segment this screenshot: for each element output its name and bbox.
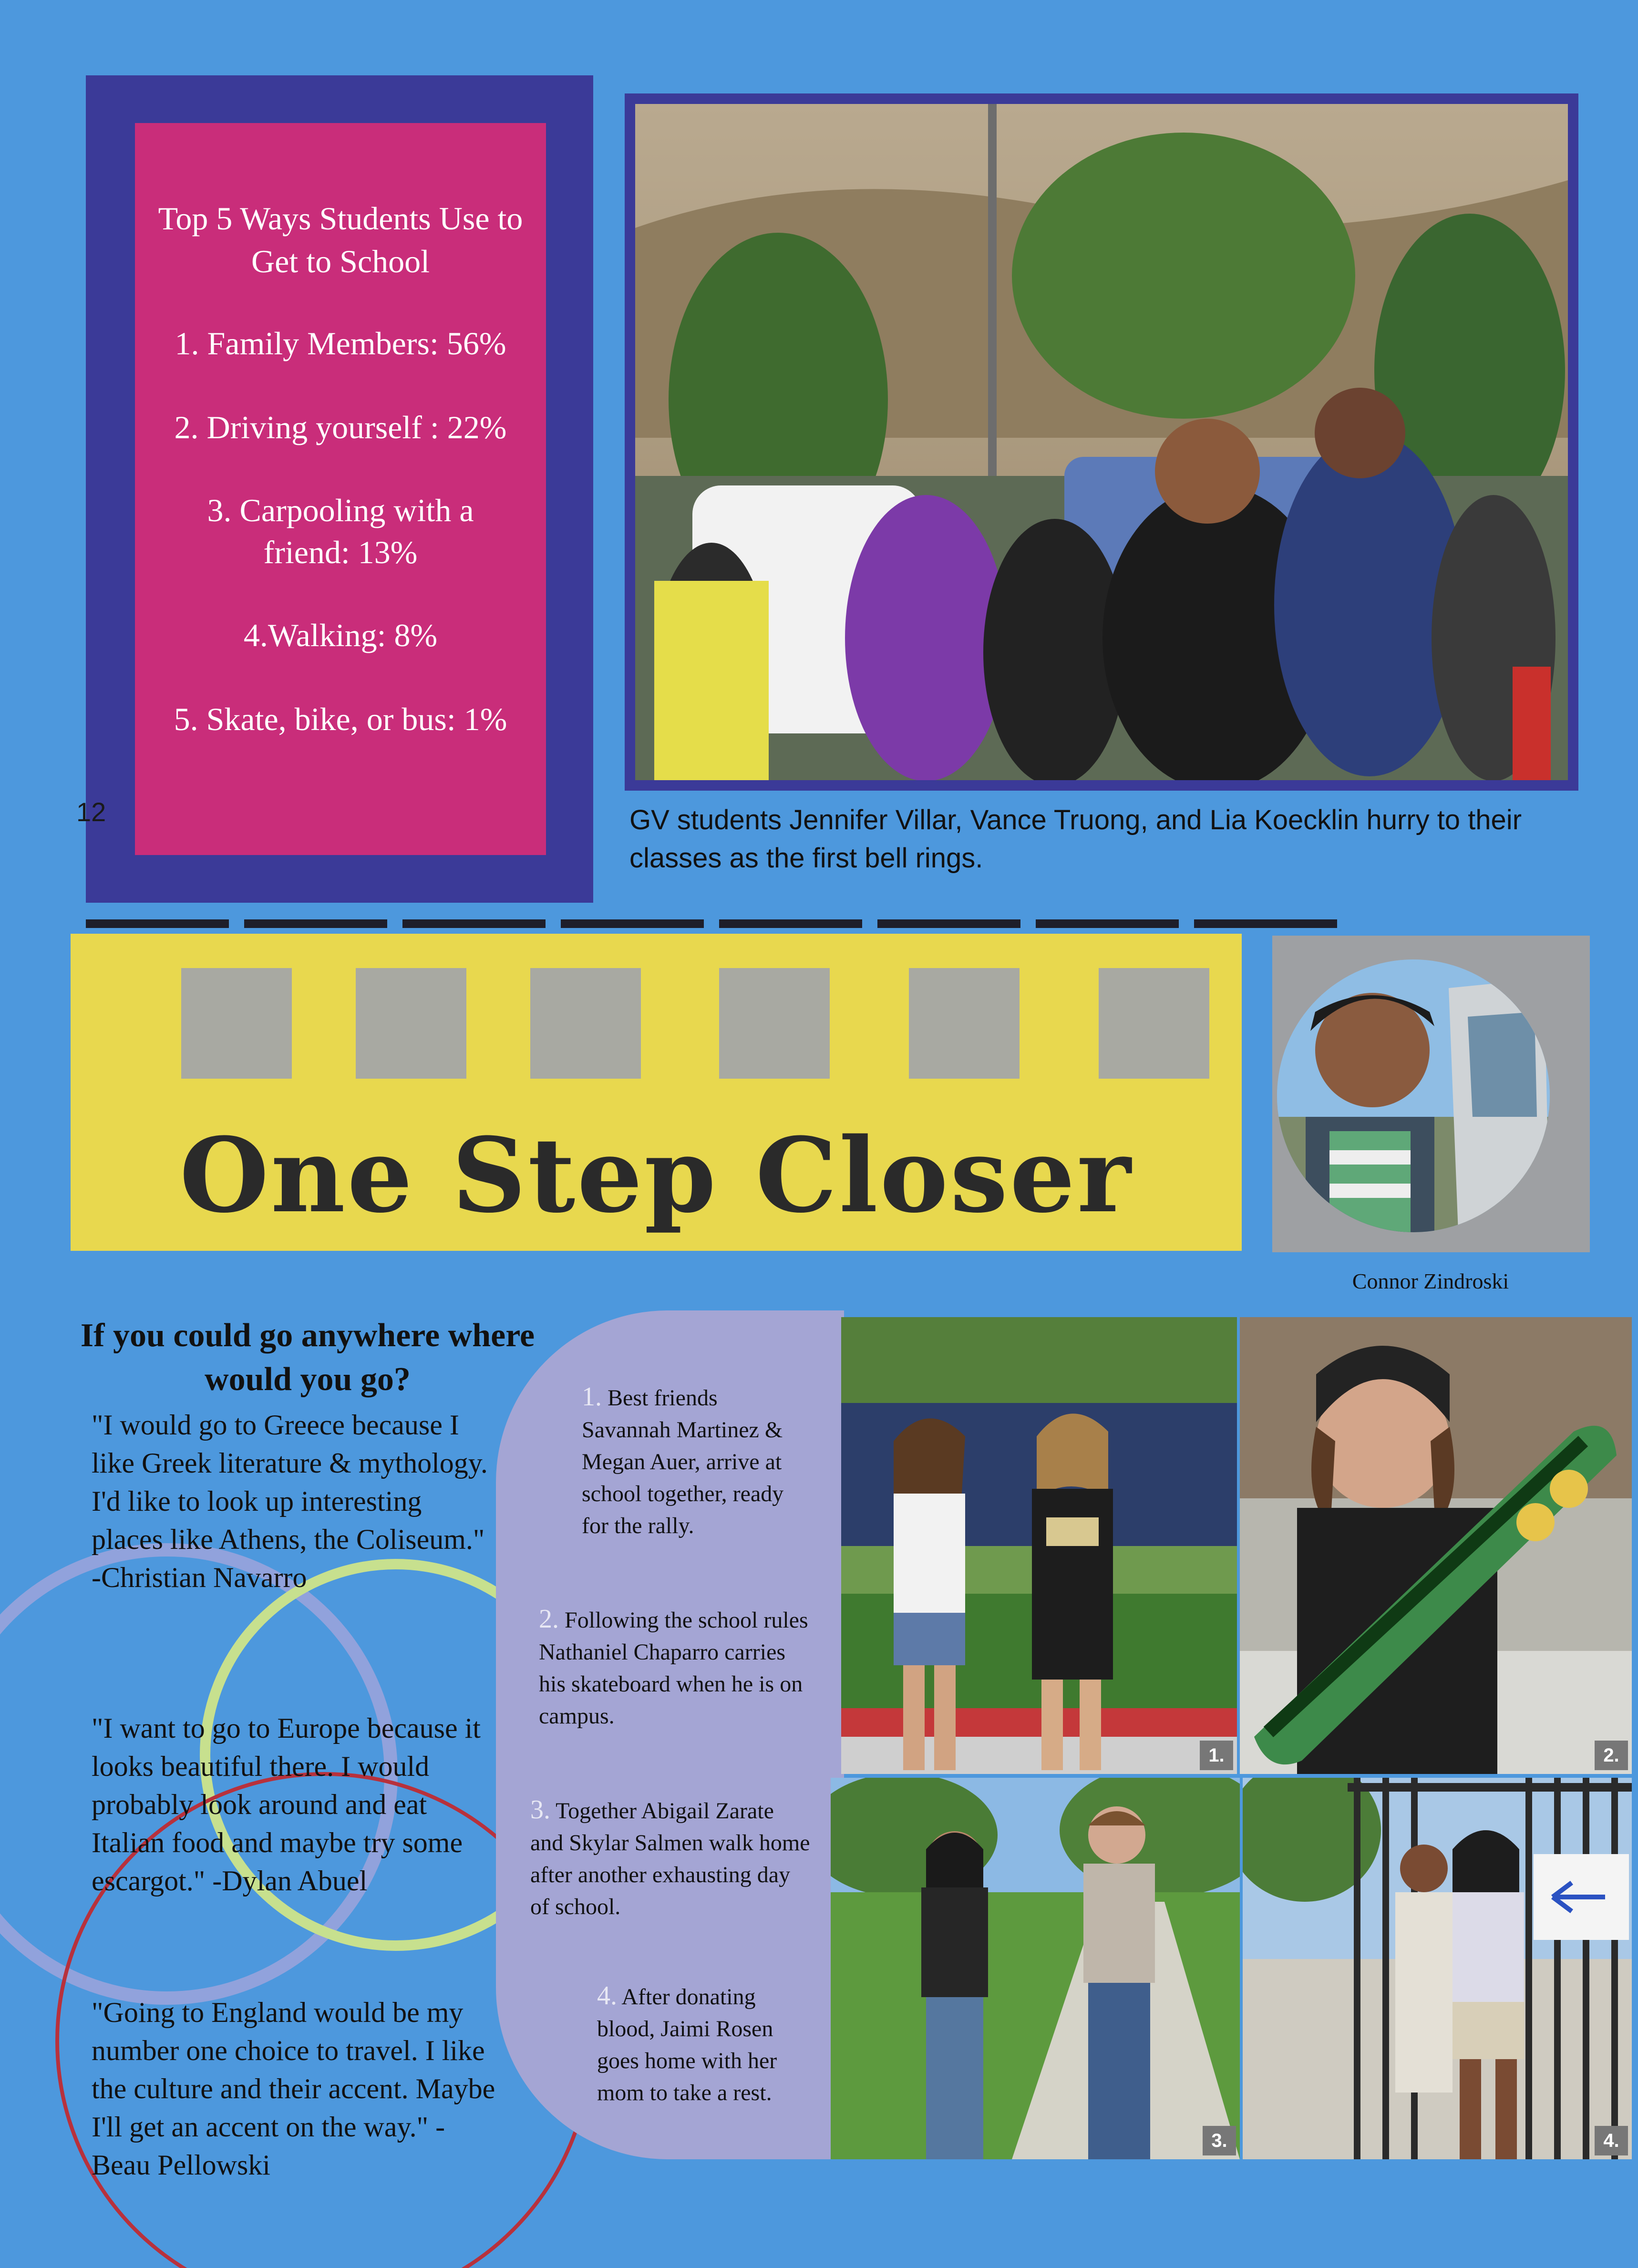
photo-badge: 3.	[1203, 2126, 1236, 2155]
question-heading: If you could go anywhere where would you go?	[80, 1317, 535, 1398]
divider-dash	[719, 919, 862, 928]
caption-number: 3.	[530, 1795, 550, 1825]
caption-number: 1.	[582, 1382, 602, 1412]
photo-caption-4	[597, 1980, 807, 2109]
page-title: One Step Closer	[179, 1115, 1133, 1236]
quote: "I would go to Greece because I like Greek literature & mythology. I'd like to look up interesting places like Athens, the Coliseum." -Christian Navarro	[92, 1409, 488, 1593]
photo-3	[831, 1778, 1240, 2159]
portrait-caption: Connor Zindroski	[1352, 1269, 1509, 1293]
banner-square	[719, 968, 830, 1079]
banner-square	[1099, 968, 1209, 1079]
banner-square	[356, 968, 466, 1079]
stat-item: 4.Walking: 8%	[243, 617, 438, 653]
banner-square	[181, 968, 292, 1079]
portrait-box	[1272, 936, 1590, 1252]
divider-dash	[402, 919, 546, 928]
photo-caption-1	[582, 1381, 792, 1542]
divider-dash	[244, 919, 387, 928]
caption-number: 4.	[597, 1981, 617, 2010]
quote: "Going to England would be my number one choice to travel. I like the culture and their accent. Maybe I'll get an accent on the way." -Beau Pellowski	[92, 1997, 495, 2181]
banner-square	[909, 968, 1020, 1079]
photo-4	[1243, 1778, 1632, 2159]
stat-item: 2. Driving yourself : 22%	[174, 409, 507, 445]
main-photo-caption: GV students Jennifer Villar, Vance Truong, and Lia Koecklin hurry to their classes as the first bell rings.	[629, 804, 1522, 874]
caption-text: After donating blood, Jaimi Rosen goes home with her mom to take a rest.	[597, 1984, 777, 2105]
quote: "I want to go to Europe because it looks beautiful there. I would probably look around and eat Italian food and maybe try some escargot." -Dylan Abuel	[92, 1712, 481, 1897]
photo-2	[1240, 1317, 1632, 1774]
photo-caption-3	[530, 1794, 812, 1923]
photo-1	[841, 1317, 1237, 1774]
main-photo-frame	[625, 93, 1578, 791]
caption-text: Best friends Savannah Martinez & Megan Auer, arrive at school together, ready for the rally.	[582, 1385, 784, 1538]
caption-number: 2.	[539, 1604, 559, 1634]
banner-square	[530, 968, 641, 1079]
photo-badge: 4.	[1595, 2126, 1628, 2155]
divider-dash	[1194, 919, 1337, 928]
stats-title: Top 5 Ways Students Use to Get to School	[158, 200, 523, 279]
divider-dash	[1036, 919, 1179, 928]
divider-dash	[877, 919, 1020, 928]
photo-badge: 1.	[1200, 1741, 1233, 1770]
photo-caption-2	[539, 1603, 815, 1732]
main-photo	[635, 104, 1568, 780]
page-number: 12	[76, 797, 106, 827]
stat-item: 5. Skate, bike, or bus: 1%	[174, 701, 507, 737]
stats-box	[135, 123, 546, 855]
portrait-photo	[1277, 959, 1550, 1232]
stat-item: 3. Carpooling with a friend: 13%	[207, 492, 474, 570]
divider-dash	[561, 919, 704, 928]
title-banner	[71, 934, 1242, 1251]
caption-text: Following the school rules Nathaniel Chaparro carries his skateboard when he is on campus.	[539, 1608, 808, 1729]
photo-badge: 2.	[1595, 1741, 1628, 1770]
stat-item: 1. Family Members: 56%	[175, 325, 506, 361]
divider-dash	[86, 919, 229, 928]
caption-text: Together Abigail Zarate and Skylar Salmen walk home after another exhausting day of school.	[530, 1798, 810, 1919]
